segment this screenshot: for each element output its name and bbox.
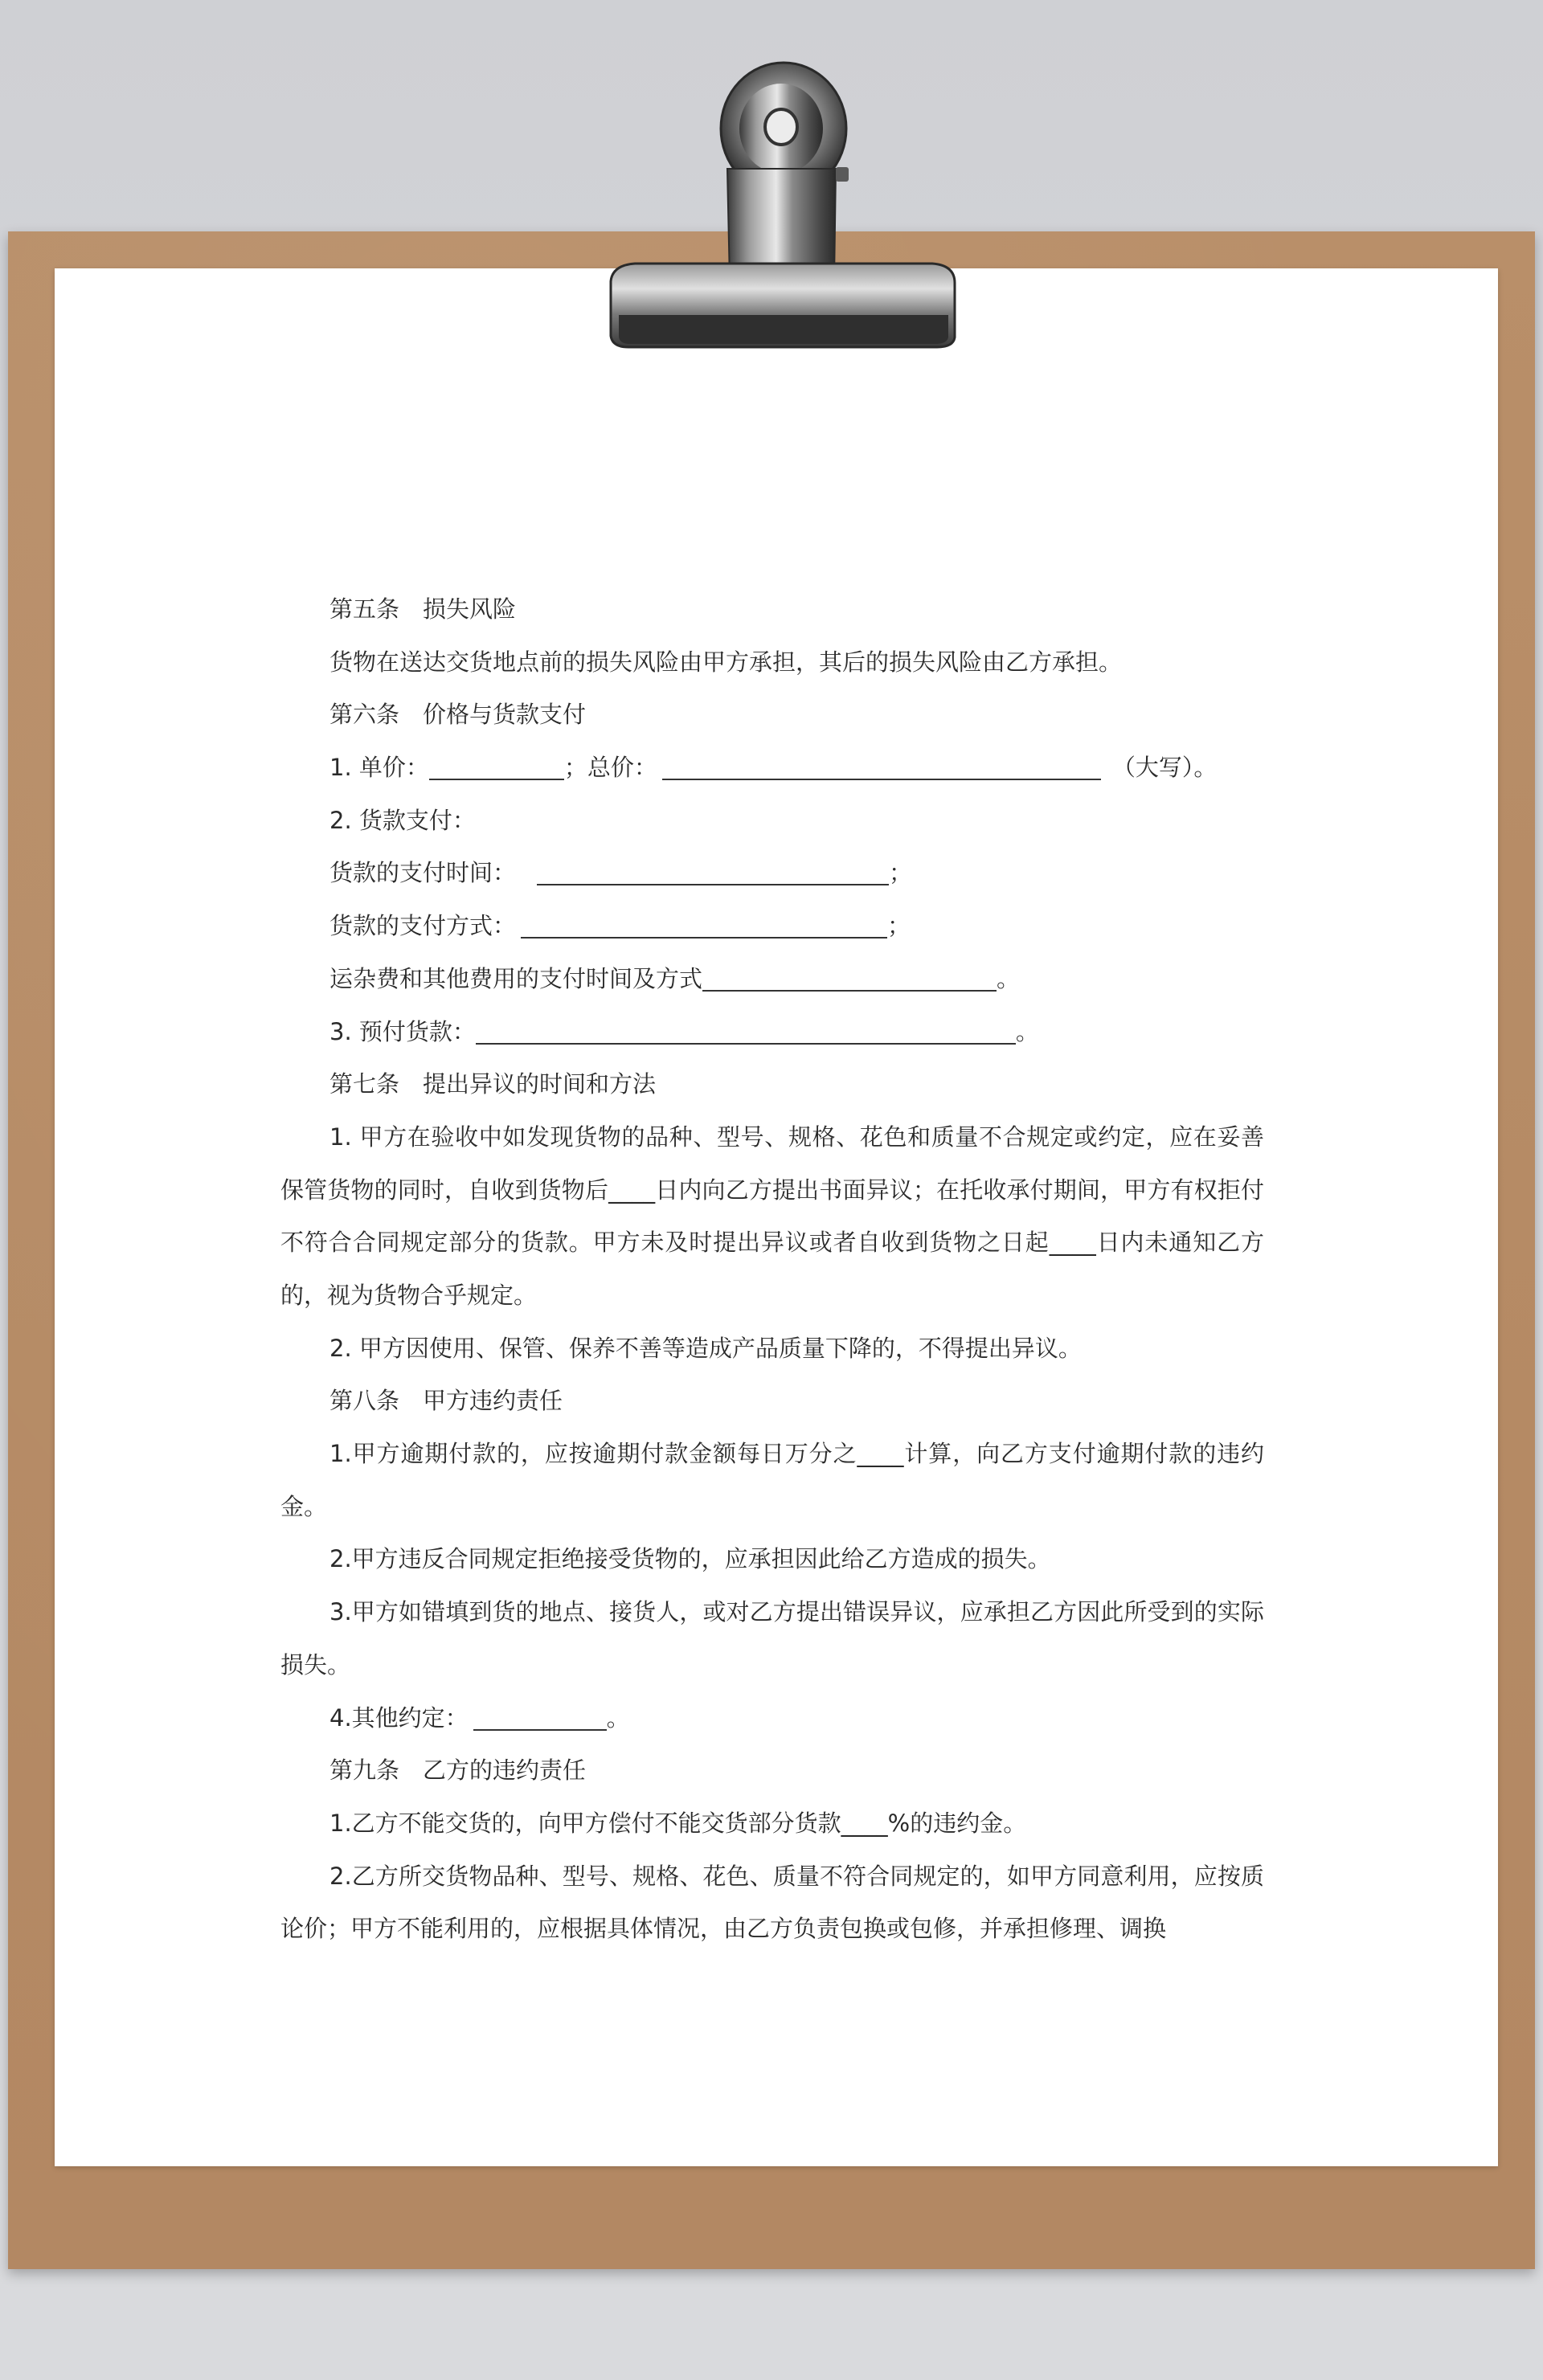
price-line (280, 742, 1264, 795)
shipping-line (280, 953, 1264, 1006)
unit-price-label: 1. 单价： (329, 754, 429, 782)
article-7-paragraph-2: 2. 甲方因使用、保管、保养不善等造成产品质量下降的，不得提出异议。 (329, 1334, 1082, 1362)
other-agreement-blank (473, 1707, 607, 1731)
payment-method-semicolon: ； (887, 912, 911, 940)
article-5-text: 货物在送达交货地点前的损失风险由甲方承担，其后的损失风险由乙方承担。 (329, 648, 1123, 676)
article-8-paragraph-3: 3.甲方如错填到货的地点、接货人，或对乙方提出错误异议，应承担乙方因此所受到的实际损失。 (280, 1598, 1264, 1679)
binder-clip-icon (579, 48, 956, 354)
total-price-blank (662, 756, 1101, 780)
payment-heading: 2. 货款支付： (329, 806, 476, 834)
prepay-period: 。 (1015, 1017, 1039, 1045)
payment-method-line (280, 900, 1264, 953)
prepay-blank (476, 1020, 1016, 1045)
total-price-label: ；总价： (563, 754, 657, 782)
article-9-paragraph-2: 2.乙方所交货物品种、型号、规格、花色、质量不符合同规定的，如甲方同意利用，应按质论价；甲方不能利用的，应根据具体情况，由乙方负责包换或包修，并承担修理、调换 (280, 1862, 1264, 1943)
article-7-title: 第七条 提出异议的时间和方法 (329, 1070, 657, 1098)
shipping-blank (702, 967, 997, 992)
article-9-title: 第九条 乙方的违约责任 (329, 1756, 587, 1785)
payment-time-label: 货款的支付时间： (329, 859, 517, 887)
prepay-label: 3. 预付货款： (329, 1017, 476, 1045)
payment-method-label: 货款的支付方式： (329, 912, 517, 940)
payment-time-semicolon: ； (889, 859, 913, 887)
payment-time-blank (537, 861, 889, 885)
article-8-title: 第八条 甲方违约责任 (329, 1387, 563, 1415)
contract-text (280, 583, 1264, 1956)
total-price-suffix: （大写）。 (1111, 754, 1218, 782)
shipping-label: 运杂费和其他费用的支付时间及方式 (329, 964, 703, 992)
other-agreement-label: 4.其他约定： (329, 1703, 469, 1732)
shipping-period: 。 (997, 964, 1021, 992)
article-7-paragraph-1: 1. 甲方在验收中如发现货物的品种、型号、规格、花色和质量不合规定或约定，应在妥善保管货物的同时，自收到货物后____日内向乙方提出书面异议；在托收承付期间，甲方有权拒付不符合合同规定部分的货款。甲方未及时提出异议或者自收到货物之日起____日内未通知乙方的，视为货物合乎规定。 (280, 1123, 1264, 1309)
other-agreement-period: 。 (606, 1703, 630, 1732)
prepay-line (280, 1006, 1264, 1059)
payment-method-blank (521, 914, 887, 939)
article-8-paragraph-2: 2.甲方违反合同规定拒绝接受货物的，应承担因此给乙方造成的损失。 (329, 1545, 1051, 1573)
article-8-paragraph-1: 1.甲方逾期付款的，应按逾期付款金额每日万分之____计算，向乙方支付逾期付款的违约金。 (280, 1440, 1264, 1520)
article-9-paragraph-1: 1.乙方不能交货的，向甲方偿付不能交货部分货款____%的违约金。 (329, 1809, 1027, 1837)
unit-price-blank (429, 756, 564, 780)
other-agreement-line (280, 1692, 1264, 1745)
payment-time-line (280, 847, 1264, 900)
article-5-title: 第五条 损失风险 (329, 595, 517, 623)
article-6-title: 第六条 价格与货款支付 (329, 701, 587, 729)
